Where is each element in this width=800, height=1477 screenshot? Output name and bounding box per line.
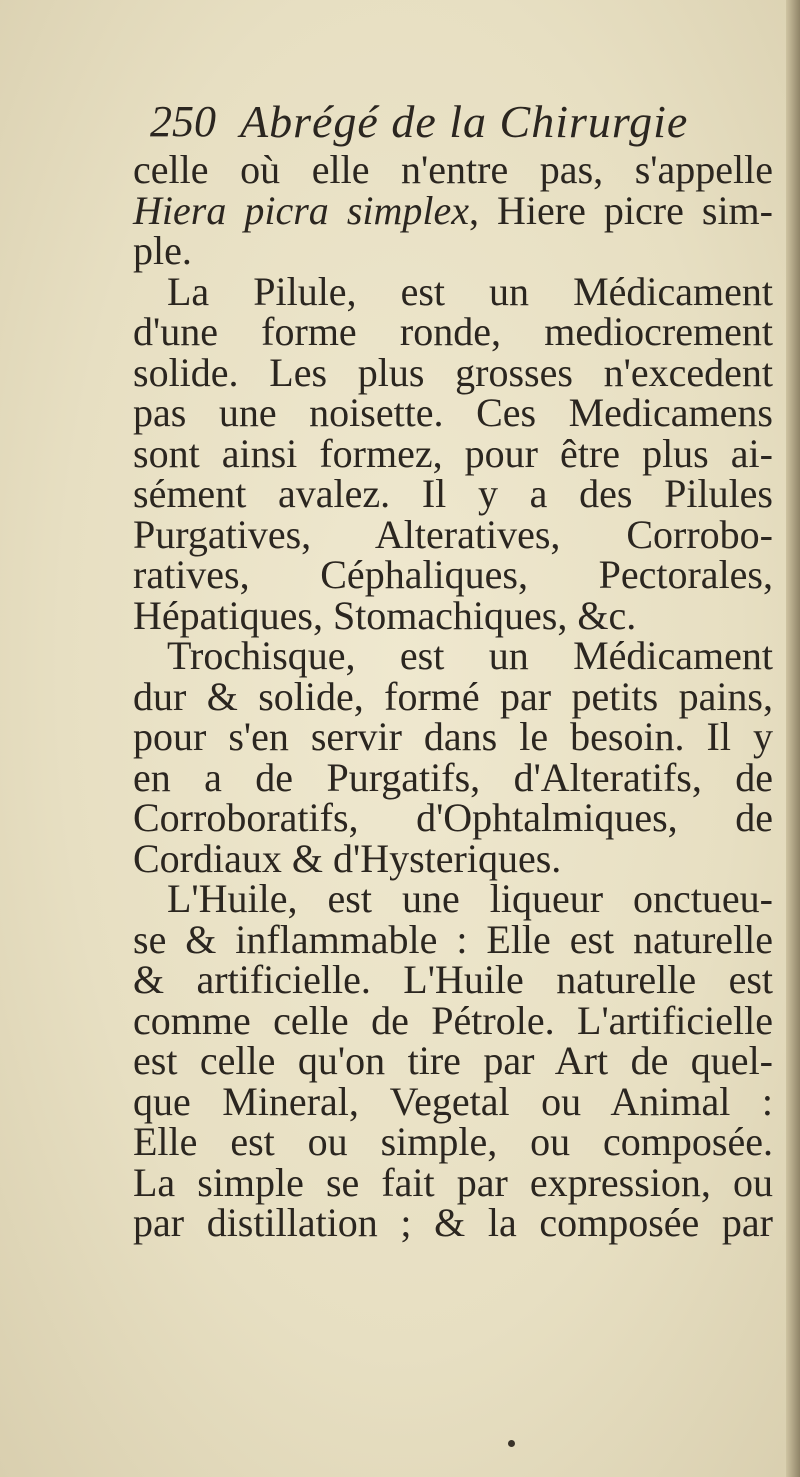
- text-line: comme celle de Pétrole. L'artificielle: [133, 997, 773, 1043]
- body-text: [133, 147, 773, 1245]
- text-line: dur & solide, formé par petits pains,: [133, 673, 773, 719]
- ink-dot: [508, 1440, 515, 1447]
- text-line: ple.: [133, 228, 192, 273]
- text-line: sément avalez. Il y a des Pilules: [133, 471, 773, 516]
- latin-term: Hiera picra simplex: [133, 187, 470, 233]
- text-line: que Mineral, Vegetal ou Animal :: [133, 1078, 773, 1124]
- text-line: celle où elle n'entre pas, s'appelle: [133, 147, 773, 192]
- text-line: La simple se fait par expression, ou: [133, 1159, 773, 1205]
- text-line: ratives, Céphaliques, Pectorales,: [133, 552, 773, 597]
- text-line: en a de Purgatifs, d'Alteratifs, de: [133, 754, 773, 800]
- paragraph-start: La Pilule, est un Médicament: [167, 268, 773, 314]
- text-line: se & inflammable : Elle est naturelle: [133, 916, 773, 962]
- text-line: pas une noisette. Ces Medicamens: [133, 390, 773, 435]
- paragraph-start: Trochisque, est un Médicament: [167, 633, 773, 678]
- page-header: [150, 92, 750, 152]
- text-line: Hépatiques, Stomachiques, &c.: [133, 592, 637, 638]
- running-title: Abrégé de la Chirurgie: [240, 96, 689, 147]
- text-line: & artificielle. L'Huile naturelle est: [133, 957, 773, 1002]
- text-line: pour s'en servir dans le besoin. Il y: [133, 714, 773, 759]
- text-line: Corroboratifs, d'Ophtalmiques, de: [133, 795, 773, 840]
- text-line: par distillation ; & la composée par: [133, 1200, 773, 1245]
- text-line: Elle est ou simple, ou composée.: [133, 1119, 773, 1164]
- page-edge: [786, 0, 800, 1477]
- text-line: Hiera picra simplex, Hiere picre sim-: [133, 187, 773, 233]
- page-number: 250: [150, 97, 216, 146]
- text-line: est celle qu'on tire par Art de quel-: [133, 1038, 773, 1083]
- text-line: d'une forme ronde, mediocrement: [133, 309, 773, 354]
- paragraph-start: L'Huile, est une liqueur onctueu-: [167, 876, 773, 921]
- text-line: Cordiaux & d'Hysteriques.: [133, 835, 562, 881]
- text-line: solide. Les plus grosses n'excedent: [133, 349, 773, 395]
- text-line: Purgatives, Alteratives, Corrobo-: [133, 511, 773, 557]
- text-line: sont ainsi formez, pour être plus ai-: [133, 430, 773, 476]
